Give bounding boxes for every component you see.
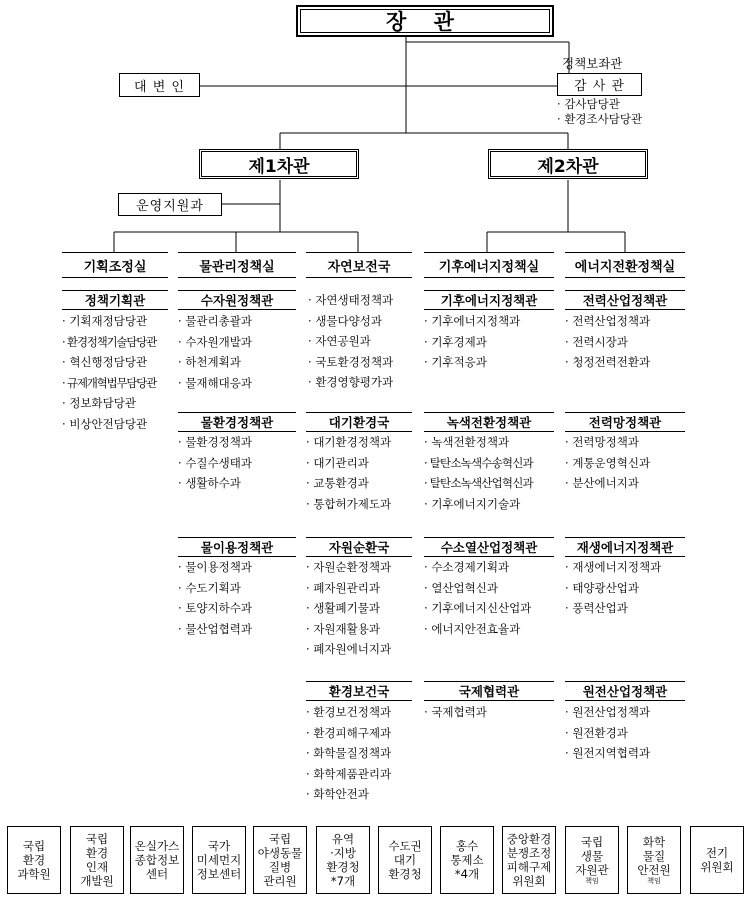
agency-name-line: 생물 [580,848,604,863]
bureau-policy-planning[interactable]: 정책기획관 [62,290,168,310]
agency-name-line: 미세먼지 [196,853,242,867]
division-item[interactable]: · 에너지안전효율과 [424,619,531,640]
agency-name-line: 국립 [268,832,292,846]
bureau-renewable-energy[interactable]: 재생에너지정책관 [565,537,685,557]
agency-name-line: 센터 [145,867,169,881]
policy-planning-items [62,311,156,434]
division-item[interactable]: · 기후에너지신산업과 [424,598,531,619]
bureau-nuclear-industry[interactable]: 원전산업정책관 [565,681,685,701]
division-item[interactable]: · 정보화담당관 [62,393,156,414]
agency-box[interactable] [70,826,124,894]
division-item[interactable]: · 원전지역협력과 [565,743,650,764]
division-item[interactable]: · 태양광산업과 [565,578,661,599]
bureau-hydrogen-heat[interactable]: 수소열산업정책관 [424,537,554,557]
division-item[interactable]: · 폐자원에너지과 [306,639,391,660]
bureau-climate-energy[interactable]: 기후에너지정책관 [424,290,554,310]
resource-circulation-items [306,557,391,660]
division-item[interactable]: · 기후에너지정책과 [424,311,520,332]
nuclear-items [565,702,650,764]
division-item[interactable]: · 자연공원과 [308,331,393,352]
bureau-water-use[interactable]: 물이용정책관 [178,537,296,557]
agency-name-line: 위원회 [700,860,734,874]
bureau-international-cooperation[interactable]: 국제협력관 [424,681,554,701]
bureau-water-resources[interactable]: 수자원정책관 [178,290,296,310]
bureau-resource-circulation[interactable]: 자원순환국 [306,537,412,557]
division-item[interactable]: · 하천계획과 [178,352,252,373]
agency-name-line: 자원관 [575,862,609,877]
agency-name-line: 홍수 [455,839,479,853]
division-item[interactable]: · 대기환경정책과 [306,432,391,453]
division-item[interactable]: · 국제협력과 [424,702,487,723]
division-item[interactable]: · 녹색전환정책과 [424,432,533,453]
division-item[interactable]: · 물재해대응과 [178,373,252,394]
agency-name-line: 수도권 [388,839,422,853]
agency-name-line: 국립 [580,834,604,849]
bureau-power-industry[interactable]: 전력산업정책관 [565,290,685,310]
green-transition-items [424,432,533,514]
agency-name-line: 국립 [22,839,46,853]
division-item[interactable]: · 물이용정책과 [178,557,252,578]
agency-name-line: 과학원 [17,867,51,881]
agency-name-line: 야생동물 [257,846,303,860]
agency-name-line: ·지방 [330,846,356,860]
operation-support-box[interactable]: 운영지원과 [118,193,222,216]
agency-box[interactable] [253,826,307,894]
agency-box[interactable] [565,826,619,894]
division-item[interactable]: · 환경보건정책과 [306,702,391,723]
division-item[interactable]: · 분산에너지과 [565,473,650,494]
agency-name-line: 질병 [268,860,292,874]
division-item[interactable]: · 화학안전과 [306,784,391,805]
bureau-air-environment[interactable]: 대기환경국 [306,412,412,432]
division-item[interactable]: · 생활하수과 [178,473,252,494]
division-item[interactable]: · 전력망정책과 [565,432,650,453]
agency-box[interactable] [627,826,681,894]
agency-name-line: 위원회 [512,874,546,888]
office-nature-conservation[interactable]: 자연보전국 [306,252,412,278]
audit-items [557,97,642,127]
division-item[interactable]: · 화학제품관리과 [306,764,391,785]
division-item[interactable]: · 자원순환정책과 [306,557,391,578]
agency-note: 책임 [585,876,599,885]
agency-note: 책임 [647,876,661,885]
minister-box[interactable]: 장 관 [296,5,554,37]
agency-name-line: 환경 [22,853,46,867]
division-item[interactable]: · 생물다양성과 [308,311,393,332]
division-item[interactable]: · 수소경제기획과 [424,557,531,578]
agency-name-line: 환경 [85,846,109,860]
agency-name-line: 정보센터 [196,867,242,881]
policy-aide-label: 정책보좌관 [562,56,623,71]
agency-name-line: 안전원 [637,862,671,877]
agency-name-line: 국립 [85,832,109,846]
agency-box[interactable] [440,826,494,894]
env-health-items [306,702,391,805]
division-item[interactable]: · 토양지하수과 [178,598,252,619]
bureau-grid[interactable]: 전력망정책관 [565,412,685,432]
agency-name-line: 환경청 [326,860,360,874]
division-item[interactable]: · 수자원개발과 [178,332,252,353]
division-item[interactable]: · 자원재활용과 [306,619,391,640]
division-item[interactable]: · 탈탄소녹색산업혁신과 [424,473,533,494]
office-energy-transition[interactable]: 에너지전환정책실 [565,252,685,278]
vice-minister-1-box[interactable]: 제1차관 [199,149,359,179]
division-item[interactable]: · 규제개혁법무담당관 [62,373,156,394]
agency-name-line: 개발원 [80,874,114,888]
audit-item[interactable]: · 감사담당관 [557,97,642,112]
division-item[interactable]: · 국토환경정책과 [308,352,393,373]
intl-items [424,702,487,723]
division-item[interactable]: · 탈탄소녹색수송혁신과 [424,453,533,474]
division-item[interactable]: · 물환경정책과 [178,432,252,453]
agency-name-line: 관리원 [263,874,297,888]
agency-name-line: 대기 [393,853,417,867]
division-item[interactable]: · 환경피해구제과 [306,723,391,744]
agency-box[interactable] [7,826,61,894]
division-item[interactable]: · 기후적응과 [424,352,520,373]
division-item[interactable]: · 청정전력전환과 [565,352,650,373]
agency-name-line: 중앙환경 [506,832,552,846]
audit-item[interactable]: · 환경조사담당관 [557,112,642,127]
power-industry-items [565,311,650,373]
agency-name-line: 온실가스 [134,839,180,853]
division-item[interactable]: · 기후경제과 [424,332,520,353]
division-item[interactable]: · 통합허가제도과 [306,494,391,515]
grid-items [565,432,650,494]
division-item[interactable]: · 물산업협력과 [178,619,252,640]
agency-name-line: 종합정보 [134,853,180,867]
water-use-items [178,557,252,639]
vice-minister-2-box[interactable]: 제2차관 [488,149,648,179]
division-item[interactable]: · 전력산업정책과 [565,311,650,332]
division-item[interactable]: · 기후에너지기술과 [424,494,533,515]
office-planning[interactable]: 기획조정실 [62,252,168,278]
agency-name-line: *7개 [330,874,356,888]
agency-name-line: 유역 [331,832,355,846]
agency-name-line: 분쟁조정 [506,846,552,860]
climate-energy-items [424,311,520,373]
division-item[interactable]: · 재생에너지정책과 [565,557,661,578]
division-item[interactable]: · 열산업혁신과 [424,578,531,599]
agency-name-line: 화학 [642,834,666,849]
agency-name-line: 통제소 [450,853,484,867]
division-item[interactable]: · 원전산업정책과 [565,702,650,723]
agency-name-line: *4개 [454,867,480,881]
division-item[interactable]: · 수질수생태과 [178,453,252,474]
division-item[interactable]: · 수도기획과 [178,578,252,599]
division-item[interactable]: · 생활폐기물과 [306,598,391,619]
division-item[interactable]: · 폐자원관리과 [306,578,391,599]
agency-name-line: 물질 [642,848,666,863]
division-item[interactable]: · 환경영향평가과 [308,372,393,393]
division-item[interactable]: · 물관리총괄과 [178,311,252,332]
agency-name-line: 전기 [705,846,729,860]
bureau-water-environment[interactable]: 물환경정책관 [178,412,296,432]
agency-box[interactable] [316,826,370,894]
agency-box[interactable] [378,826,432,894]
agency-name-line: 국가 [207,839,231,853]
division-item[interactable]: · 대기관리과 [306,453,391,474]
hydrogen-items [424,557,531,639]
air-items [306,432,391,514]
audit-box[interactable]: 감 사 관 [557,73,642,96]
water-resources-items [178,311,252,393]
agency-box[interactable] [502,826,556,894]
agency-box[interactable] [690,826,744,894]
bureau-green-transition[interactable]: 녹색전환정책관 [424,412,554,432]
division-item[interactable]: · 풍력산업과 [565,598,661,619]
division-item[interactable]: · 자연생태정책과 [308,290,393,311]
renewable-items [565,557,661,619]
division-item[interactable]: · 화학물질정책과 [306,743,391,764]
division-item[interactable]: · 교통환경과 [306,473,391,494]
agency-name-line: 피해구제 [506,860,552,874]
division-item[interactable]: · 계통운영혁신과 [565,453,650,474]
bureau-environmental-health[interactable]: 환경보건국 [306,681,412,701]
division-item[interactable]: · 전력시장과 [565,332,650,353]
nature-items [308,290,393,393]
water-env-items [178,432,252,494]
division-item[interactable]: · 원전환경과 [565,723,650,744]
agency-name-line: 환경청 [388,867,422,881]
division-item[interactable]: · 혁신행정담당관 [62,352,156,373]
office-climate-energy[interactable]: 기후에너지정책실 [424,252,554,278]
agency-box[interactable] [130,826,184,894]
agency-name-line: 인재 [85,860,109,874]
agency-box[interactable] [192,826,246,894]
division-item[interactable]: · 기획재정담당관 [62,311,156,332]
spokesperson-box[interactable]: 대 변 인 [119,73,200,97]
division-item[interactable]: · 비상안전담당관 [62,414,156,435]
office-water-policy[interactable]: 물관리정책실 [178,252,296,278]
division-item[interactable]: · 환경정책기술담당관 [62,332,156,353]
